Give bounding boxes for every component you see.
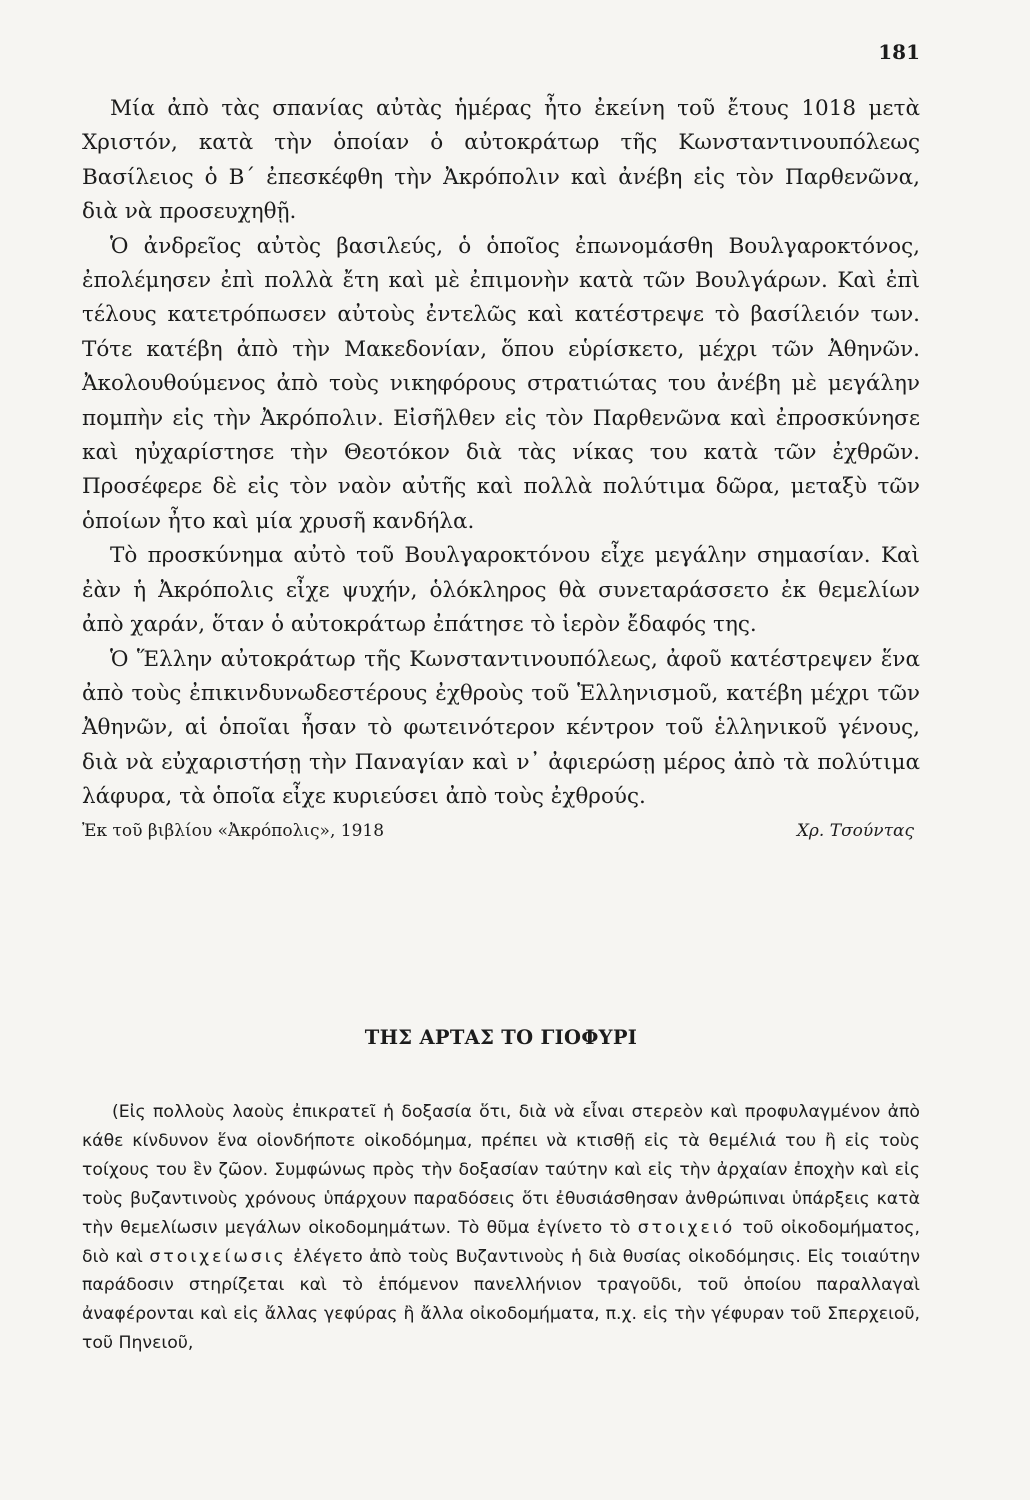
paragraph-1: Μία ἀπὸ τὰς σπανίας αὐτὰς ἡμέρας ἦτο ἐκείνη τοῦ ἔτους 1018 μετὰ Χριστόν, κατὰ τὴν ὁποίαν ὁ αὐτοκράτωρ τῆς Κωνσταντινουπόλεως Βασίλειος ὁ Β΄ ἐπεσκέφθη τὴν Ἀκρόπολιν καὶ ἀνέβη εἰς τὸν Παρθενῶνα, διὰ νὰ προσευχηθῇ. — [82, 96, 920, 225]
intro-text-3: ἐλέγετο ἀπὸ τοὺς Βυζαντινοὺς ἡ διὰ θυσίας οἰκοδόμησις. Εἰς τοιαύτην παράδοσιν στηρίζεται καὶ τὸ ἑπόμενον πανελλήνιον τραγοῦδι, τοῦ ὁποίου παραλλαγαὶ ἀναφέρονται καὶ εἰς ἄλλας γεφύρας ἢ ἄλλα οἰκοδομήματα, π.χ. εἰς τὴν γέφυραν τοῦ Σπερχειοῦ, τοῦ Πηνειοῦ, — [82, 1246, 920, 1354]
intro-text-2: τοῦ οἰκοδομήματος, διὸ καὶ — [82, 1217, 920, 1267]
source-line — [82, 817, 920, 845]
paragraph-4: Ὁ Ἕλλην αὐτοκράτωρ τῆς Κωνσταντινουπόλεως, ἀφοῦ κατέστρεψεν ἕνα ἀπὸ τοὺς ἐπικινδυνωδεστέρους ἐχθροὺς τοῦ Ἑλληνισμοῦ, κατέβη μέχρι τῶν Ἀθηνῶν, αἱ ὁποῖαι ἦσαν τὸ φωτεινότερον κέντρον τοῦ ἑλληνικοῦ γένους, διὰ νὰ εὐχαριστήσῃ τὴν Παναγίαν καὶ ν᾿ ἀφιερώσῃ μέρος ἀπὸ τὰ πολύτιμα λάφυρα, τὰ ὁποῖα εἶχε κυριεύσει ἀπὸ τοὺς ἐχθρούς. — [82, 646, 920, 810]
section-heading: ΤΗΣ ΑΡΤΑΣ ΤΟ ΓΙΟΦΥΡΙ — [364, 1026, 638, 1049]
intro-term-stoicheio: στοιχειό — [637, 1217, 736, 1238]
intro-text-1: (Εἰς πολλοὺς λαοὺς ἐπικρατεῖ ἡ δοξασία ὅτι, διὰ νὰ εἶναι στερεὸν καὶ προφυλαγμένον ἀπὸ κάθε κίνδυνον ἕνα οἱονδήποτε οἰκοδόμημα, πρέπει νὰ κτισθῇ εἰς τὰ θεμέλιά του ἢ εἰς τοὺς τοίχους του ἓν ζῶον. Συμφώνως πρὸς τὴν δοξασίαν ταύτην καὶ εἰς τὴν ἀρχαίαν ἐποχὴν καὶ εἰς τοὺς βυζαντινοὺς χρόνους ὑπάρχουν παραδόσεις ὅτι ἐθυσιάσθησαν ἀνθρώπιναι ὑπάρξεις κατὰ τὴν θεμελίωσιν μεγάλων οἰκοδομημάτων. Τὸ θῦμα ἐγίνετο τὸ — [82, 1102, 920, 1238]
source-author: Χρ. Τσούντας — [796, 820, 914, 841]
page-number: 181 — [878, 40, 920, 64]
source-citation: Ἐκ τοῦ βιβλίου «Ἀκρόπολις», 1918 — [82, 820, 385, 841]
intro-term-stoicheiosis: στοιχείωσις — [149, 1246, 287, 1267]
paragraph-2: Ὁ ἀνδρεῖος αὐτὸς βασιλεύς, ὁ ὁποῖος ἐπωνομάσθη Βουλγαροκτόνος, ἐπολέμησεν ἐπὶ πολλὰ ἔτη καὶ μὲ ἐπιμονὴν κατὰ τῶν Βουλγάρων. Καὶ ἐπὶ τέλους κατετρόπωσεν αὐτοὺς ἐντελῶς καὶ κατέστρεψε τὸ βασίλειόν των. Τότε κατέβη ἀπὸ τὴν Μακεδονίαν, ὅπου εὑρίσκετο, μέχρι τῶν Ἀθηνῶν. Ἀκολουθούμενος ἀπὸ τοὺς νικηφόρους στρατιώτας του ἀνέβη μὲ μεγάλην πομπὴν εἰς τὴν Ἀκρόπολιν. Εἰσῆλθεν εἰς τὸν Παρθενῶνα καὶ ἐπροσκύνησε καὶ ηὐχαρίστησε τὴν Θεοτόκον διὰ τὰς νίκας του κατὰ τῶν ἐχθρῶν. Προσέφερε δὲ εἰς τὸν ναὸν αὐτῆς καὶ πολλὰ πολύτιμα δῶρα, μεταξὺ τῶν ὁποίων ἦτο καὶ μία χρυσῆ κανδήλα. — [82, 233, 920, 534]
paragraph-3: Τὸ προσκύνημα αὐτὸ τοῦ Βουλγαροκτόνου εἶχε μεγάλην σημασίαν. Καὶ ἐὰν ἡ Ἀκρόπολις εἶχε ψυχήν, ὁλόκληρος θὰ συνεταράσσετο ἐκ θεμελίων ἀπὸ χαράν, ὅταν ὁ αὐτοκράτωρ ἐπάτησε τὸ ἱερὸν ἔδαφός της. — [82, 543, 920, 638]
intro-paragraph — [82, 1098, 920, 1358]
main-text — [82, 92, 920, 845]
